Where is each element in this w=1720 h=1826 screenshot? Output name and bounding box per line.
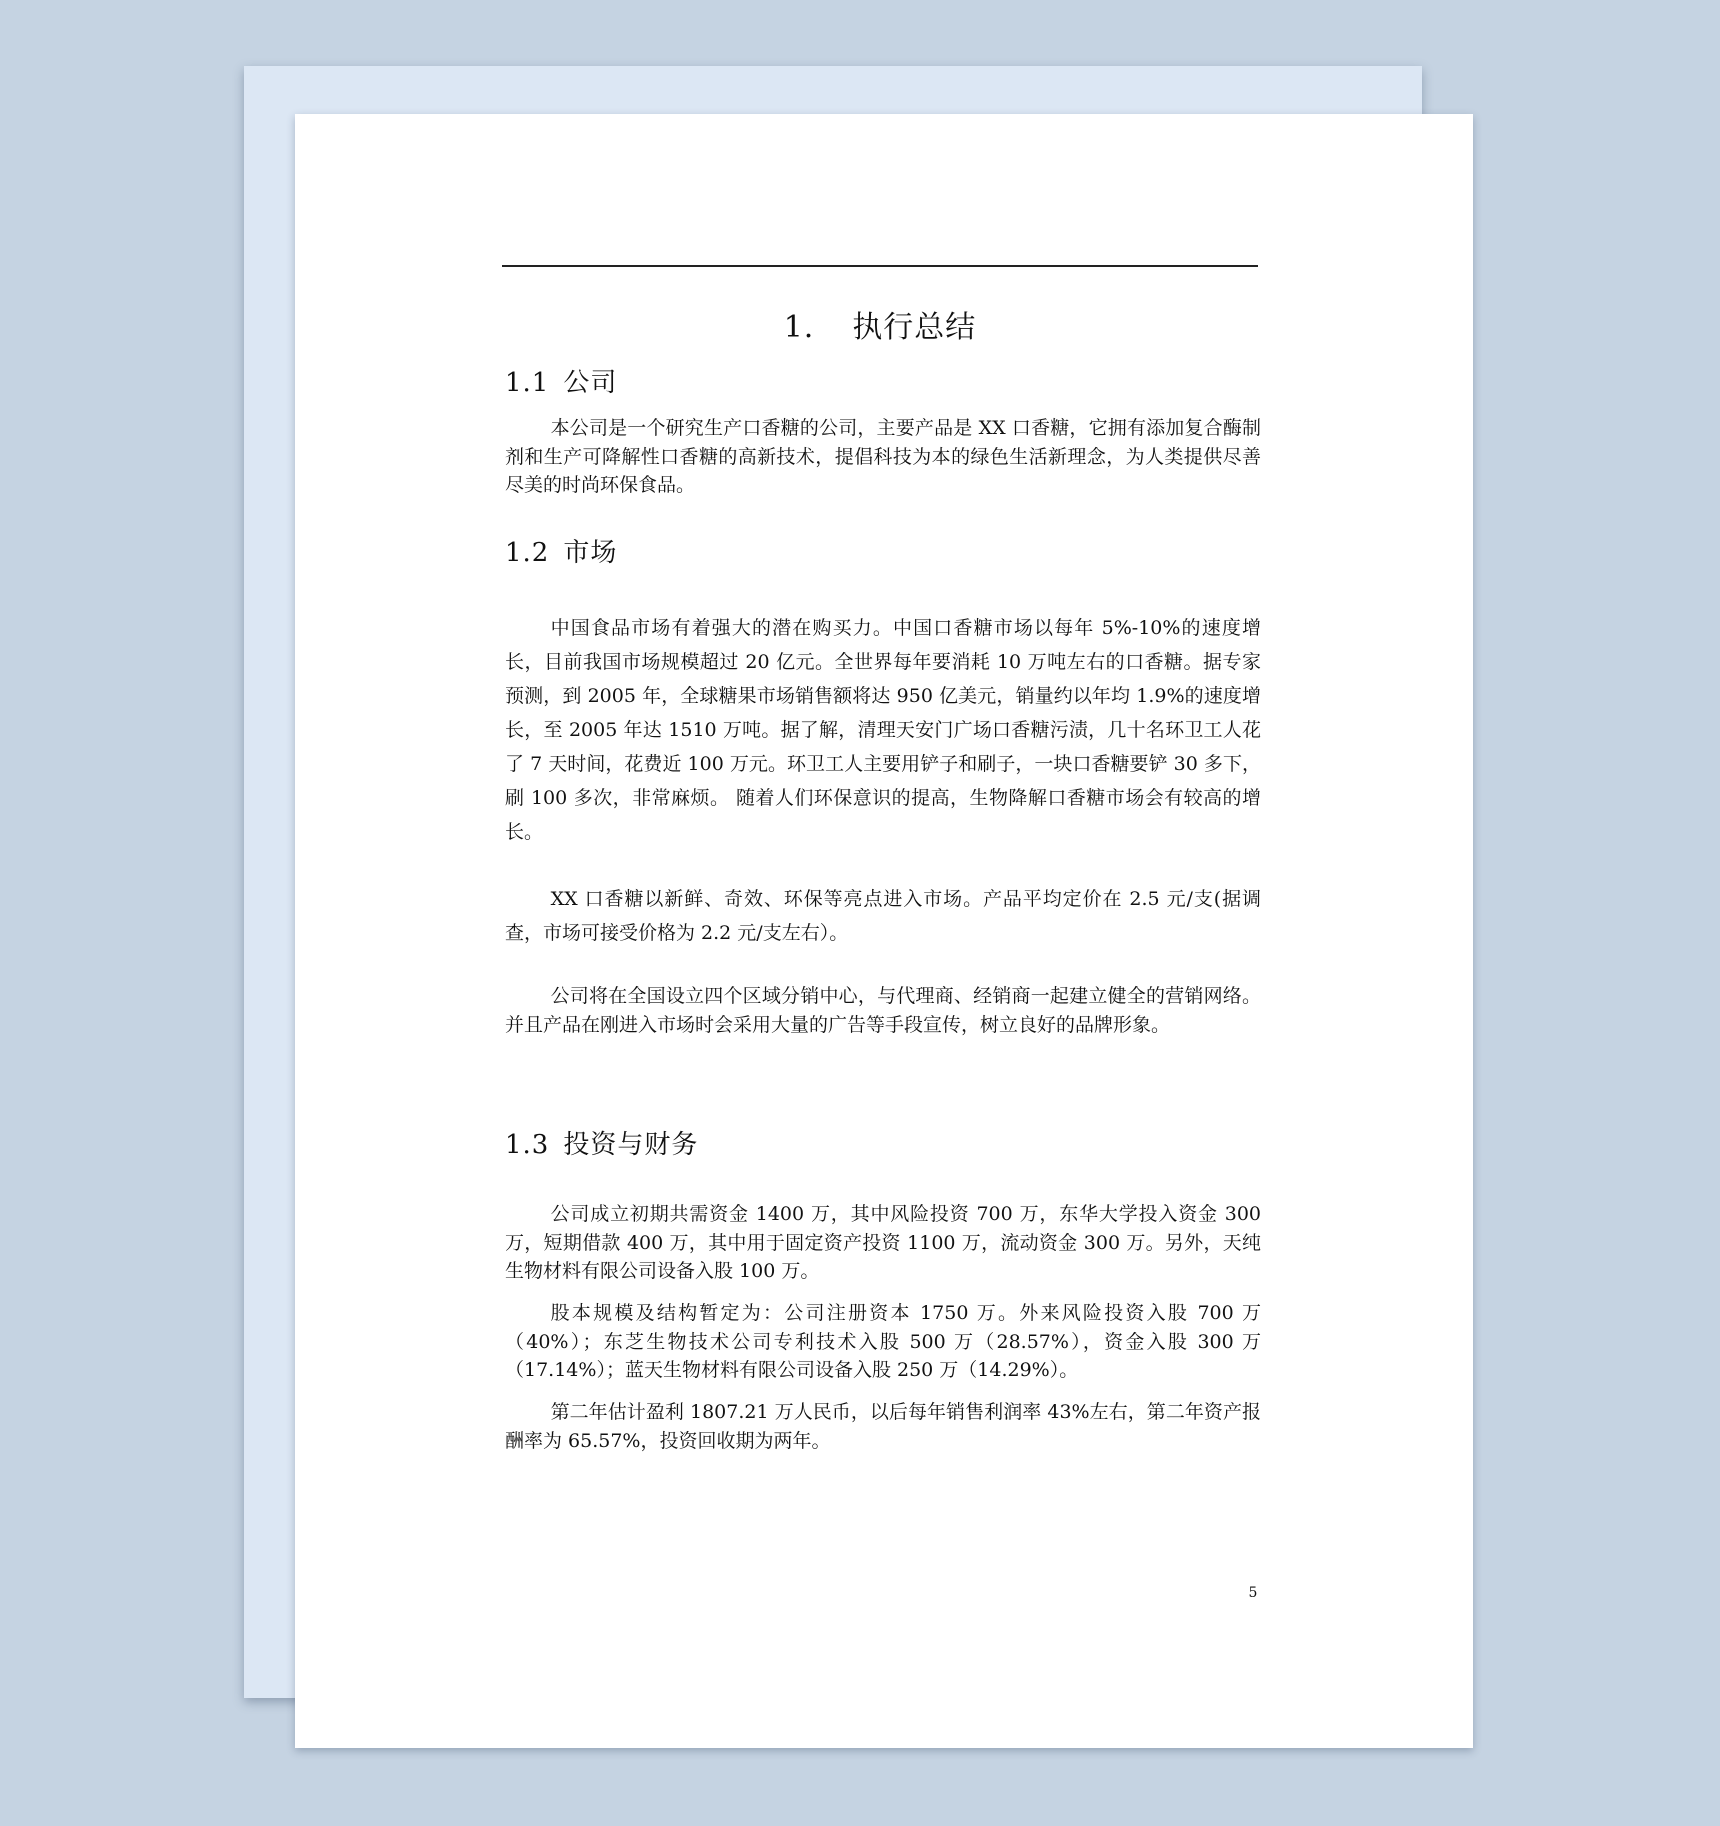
paragraph-market-pricing: XX 口香糖以新鲜、奇效、环保等亮点进入市场。产品平均定价在 2.5 元/支(据调查，市场可接受价格为 2.2 元/支左右）。: [505, 888, 1261, 944]
chapter-number: 1.: [783, 310, 815, 345]
paragraph-finance-equity: 股本规模及结构暂定为：公司注册资本 1750 万。外来风险投资入股 700 万（40%）；东芝生物技术公司专利技术入股 500 万（28.57%），资金入股 300 万（17.14%）；蓝天生物材料有限公司设备入股 250 万（14.29%）。: [505, 1302, 1261, 1381]
page-number: 5: [1248, 1585, 1258, 1601]
section-heading-company: [505, 364, 617, 402]
header-rule: [502, 265, 1258, 267]
paragraph-finance-funding: 公司成立初期共需资金 1400 万，其中风险投资 700 万，东华大学投入资金 300 万，短期借款 400 万，其中用于固定资产投资 1100 万，流动资金 300 万。另外，天纯生物材料有限公司设备入股 100 万。: [505, 1203, 1261, 1282]
chapter-title-text: 执行总结: [852, 310, 977, 345]
section-heading-market: [505, 534, 617, 572]
section-heading-finance: [505, 1126, 698, 1164]
paragraph-market-size: 中国食品市场有着强大的潜在购买力。中国口香糖市场以每年 5%-10%的速度增长，目前我国市场规模超过 20 亿元。全世界每年要消耗 10 万吨左右的口香糖。据专家预测，到 2005 年，全球糖果市场销售额将达 950 亿美元，销量约以年均 1.9%的速度增长，至 2005 年达 1510 万吨。据了解，清理天安门广场口香糖污渍，几十名环卫工人花了 7 天时间，花费近 100 万元。环卫工人主要用铲子和刷子，一块口香糖要铲 30 多下，刷 100 多次，非常麻烦。 随着人们环保意识的提高，生物降解口香糖市场会有较高的增长。: [505, 617, 1261, 843]
section-title-text: 市场: [563, 538, 618, 568]
document-page: [295, 114, 1473, 1748]
paragraph-finance-profit: 第二年估计盈利 1807.21 万人民币，以后每年销售利润率 43%左右，第二年资产报酬率为 65.57%，投资回收期为两年。: [505, 1401, 1261, 1452]
paragraph-company-intro: 本公司是一个研究生产口香糖的公司，主要产品是 XX 口香糖，它拥有添加复合酶制剂和生产可降解性口香糖的高新技术，提倡科技为本的绿色生活新理念，为人类提供尽善尽美的时尚环保食品。: [505, 417, 1261, 496]
section-title-text: 公司: [563, 368, 618, 398]
paragraph-market-distribution: 公司将在全国设立四个区域分销中心，与代理商、经销商一起建立健全的营销网络。并且产品在刚进入市场时会采用大量的广告等手段宣传，树立良好的品牌形象。: [505, 985, 1261, 1036]
section-number: 1.2: [505, 538, 550, 568]
section-number: 1.1: [505, 368, 550, 398]
section-number: 1.3: [505, 1130, 550, 1160]
chapter-title: [502, 306, 1258, 350]
section-title-text: 投资与财务: [563, 1130, 699, 1160]
